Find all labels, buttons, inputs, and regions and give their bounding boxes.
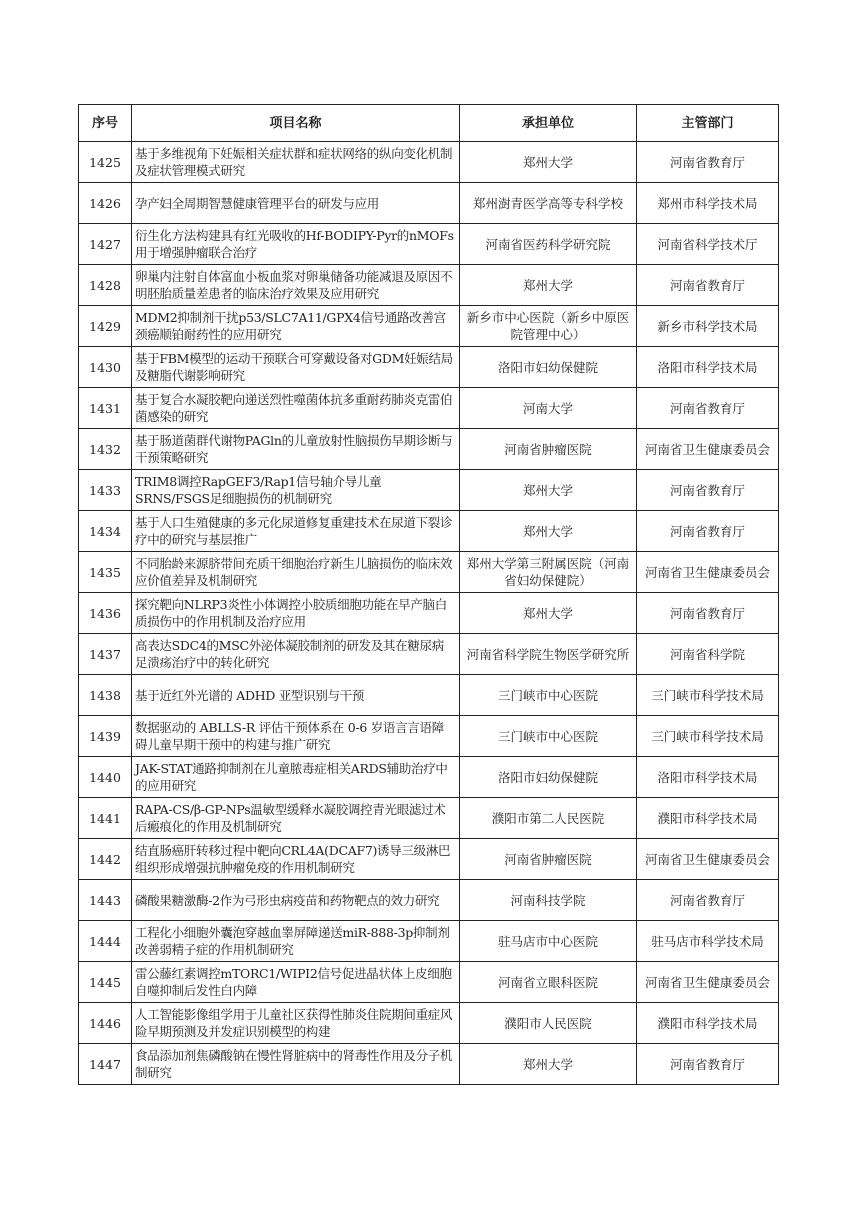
project-name: 基于复合水凝胶靶向递送烈性噬菌体抗多重耐药肺炎克雷伯菌感染的研究: [132, 388, 460, 429]
row-number: 1426: [79, 183, 132, 224]
row-number: 1441: [79, 798, 132, 839]
project-name: MDM2抑制剂干扰p53/SLC7A11/GPX4信号通路改善宫颈癌顺铂耐药性的应用研究: [132, 306, 460, 347]
table-row: [79, 347, 779, 388]
supervising-dept: 洛阳市科学技术局: [637, 347, 779, 388]
supervising-dept: 新乡市科学技术局: [637, 306, 779, 347]
undertaking-unit: 三门峡市中心医院: [460, 716, 637, 757]
supervising-dept: 河南省卫生健康委员会: [637, 839, 779, 880]
table-row: [79, 716, 779, 757]
table-row: [79, 839, 779, 880]
header-supervising-dept: 主管部门: [637, 105, 779, 142]
supervising-dept: 河南省卫生健康委员会: [637, 429, 779, 470]
row-number: 1445: [79, 962, 132, 1003]
undertaking-unit: 洛阳市妇幼保健院: [460, 757, 637, 798]
supervising-dept: 河南省教育厅: [637, 880, 779, 921]
project-name: 人工智能影像组学用于儿童社区获得性肺炎住院期间重症风险早期预测及并发症识别模型的构建: [132, 1003, 460, 1044]
row-number: 1430: [79, 347, 132, 388]
table-row: [79, 1003, 779, 1044]
row-number: 1428: [79, 265, 132, 306]
supervising-dept: 河南省教育厅: [637, 470, 779, 511]
table-row: [79, 142, 779, 183]
row-number: 1431: [79, 388, 132, 429]
row-number: 1427: [79, 224, 132, 265]
row-number: 1446: [79, 1003, 132, 1044]
supervising-dept: 河南省教育厅: [637, 511, 779, 552]
project-name: 食品添加剂焦磷酸钠在慢性肾脏病中的肾毒性作用及分子机制研究: [132, 1044, 460, 1085]
project-name: 孕产妇全周期智慧健康管理平台的研发与应用: [132, 183, 460, 224]
table-row: [79, 470, 779, 511]
table-row: [79, 675, 779, 716]
undertaking-unit: 河南省肿瘤医院: [460, 429, 637, 470]
supervising-dept: 河南省卫生健康委员会: [637, 962, 779, 1003]
supervising-dept: 河南省教育厅: [637, 388, 779, 429]
undertaking-unit: 郑州大学: [460, 265, 637, 306]
table-row: [79, 552, 779, 593]
table-row: [79, 921, 779, 962]
table-row: [79, 757, 779, 798]
supervising-dept: 河南省教育厅: [637, 142, 779, 183]
undertaking-unit: 郑州大学: [460, 511, 637, 552]
table-row: [79, 224, 779, 265]
undertaking-unit: 河南省科学院生物医学研究所: [460, 634, 637, 675]
supervising-dept: 河南省科学技术厅: [637, 224, 779, 265]
supervising-dept: 三门峡市科学技术局: [637, 675, 779, 716]
row-number: 1435: [79, 552, 132, 593]
supervising-dept: 三门峡市科学技术局: [637, 716, 779, 757]
undertaking-unit: 河南省肿瘤医院: [460, 839, 637, 880]
row-number: 1432: [79, 429, 132, 470]
undertaking-unit: 三门峡市中心医院: [460, 675, 637, 716]
supervising-dept: 河南省科学院: [637, 634, 779, 675]
supervising-dept: 河南省教育厅: [637, 593, 779, 634]
table-row: [79, 593, 779, 634]
row-number: 1425: [79, 142, 132, 183]
undertaking-unit: 河南大学: [460, 388, 637, 429]
table-row: [79, 880, 779, 921]
supervising-dept: 濮阳市科学技术局: [637, 798, 779, 839]
row-number: 1447: [79, 1044, 132, 1085]
project-name: RAPA-CS/β-GP-NPs温敏型缓释水凝胶调控青光眼滤过术后瘢痕化的作用及机制研究: [132, 798, 460, 839]
row-number: 1440: [79, 757, 132, 798]
table-header-row: [79, 105, 779, 142]
project-name: 数据驱动的 ABLLS-R 评估干预体系在 0-6 岁语言言语障碍儿童早期干预中的构建与推广研究: [132, 716, 460, 757]
project-name: 卵巢内注射自体富血小板血浆对卵巢储备功能减退及原因不明胚胎质量差患者的临床治疗效果及应用研究: [132, 265, 460, 306]
row-number: 1443: [79, 880, 132, 921]
project-name: 工程化小细胞外囊泡穿越血睾屏障递送miR-888-3p抑制剂改善弱精子症的作用机制研究: [132, 921, 460, 962]
project-name: 基于多维视角下妊娠相关症状群和症状网络的纵向变化机制及症状管理模式研究: [132, 142, 460, 183]
supervising-dept: 河南省教育厅: [637, 1044, 779, 1085]
undertaking-unit: 郑州大学: [460, 593, 637, 634]
row-number: 1429: [79, 306, 132, 347]
table-row: [79, 1044, 779, 1085]
table-row: [79, 388, 779, 429]
project-name: 雷公藤红素调控mTORC1/WIPI2信号促进晶状体上皮细胞自噬抑制后发性白内障: [132, 962, 460, 1003]
project-name: JAK-STAT通路抑制剂在儿童脓毒症相关ARDS辅助治疗中的应用研究: [132, 757, 460, 798]
undertaking-unit: 郑州大学第三附属医院（河南省妇幼保健院）: [460, 552, 637, 593]
project-name: 基于人口生殖健康的多元化尿道修复重建技术在尿道下裂诊疗中的研究与基层推广: [132, 511, 460, 552]
header-undertaking-unit: 承担单位: [460, 105, 637, 142]
row-number: 1434: [79, 511, 132, 552]
table-row: [79, 962, 779, 1003]
undertaking-unit: 郑州大学: [460, 1044, 637, 1085]
row-number: 1439: [79, 716, 132, 757]
supervising-dept: 濮阳市科学技术局: [637, 1003, 779, 1044]
project-name: 基于FBM模型的运动干预联合可穿戴设备对GDM妊娠结局及糖脂代谢影响研究: [132, 347, 460, 388]
header-number: 序号: [79, 105, 132, 142]
undertaking-unit: 濮阳市第二人民医院: [460, 798, 637, 839]
project-name: 结直肠癌肝转移过程中靶向CRL4A(DCAF7)诱导三级淋巴组织形成增强抗肿瘤免疫的作用机制研究: [132, 839, 460, 880]
project-name: 基于近红外光谱的 ADHD 亚型识别与干预: [132, 675, 460, 716]
header-project-name: 项目名称: [132, 105, 460, 142]
undertaking-unit: 河南省立眼科医院: [460, 962, 637, 1003]
row-number: 1437: [79, 634, 132, 675]
supervising-dept: 驻马店市科学技术局: [637, 921, 779, 962]
project-name: 衍生化方法构建具有红光吸收的Hf-BODIPY-Pyr的nMOFs用于增强肿瘤联合治疗: [132, 224, 460, 265]
table-row: [79, 511, 779, 552]
row-number: 1442: [79, 839, 132, 880]
supervising-dept: 河南省教育厅: [637, 265, 779, 306]
project-name: 探究靶向NLRP3炎性小体调控小胶质细胞功能在早产脑白质损伤中的作用机制及治疗应用: [132, 593, 460, 634]
project-name: TRIM8调控RapGEF3/Rap1信号轴介导儿童SRNS/FSGS足细胞损伤的机制研究: [132, 470, 460, 511]
table-row: [79, 429, 779, 470]
undertaking-unit: 河南省医药科学研究院: [460, 224, 637, 265]
project-name: 基于肠道菌群代谢物PAGln的儿童放射性脑损伤早期诊断与干预策略研究: [132, 429, 460, 470]
supervising-dept: 郑州市科学技术局: [637, 183, 779, 224]
undertaking-unit: 新乡市中心医院（新乡中原医院管理中心）: [460, 306, 637, 347]
project-name: 高表达SDC4的MSC外泌体凝胶制剂的研发及其在糖尿病足溃疡治疗中的转化研究: [132, 634, 460, 675]
supervising-dept: 河南省卫生健康委员会: [637, 552, 779, 593]
project-name: 磷酸果糖激酶-2作为弓形虫病疫苗和药物靶点的效力研究: [132, 880, 460, 921]
undertaking-unit: 濮阳市人民医院: [460, 1003, 637, 1044]
row-number: 1444: [79, 921, 132, 962]
project-table: [78, 104, 779, 1085]
undertaking-unit: 驻马店市中心医院: [460, 921, 637, 962]
table-row: [79, 183, 779, 224]
table-row: [79, 634, 779, 675]
table-row: [79, 798, 779, 839]
undertaking-unit: 河南科技学院: [460, 880, 637, 921]
undertaking-unit: 郑州大学: [460, 470, 637, 511]
undertaking-unit: 郑州大学: [460, 142, 637, 183]
undertaking-unit: 郑州澍青医学高等专科学校: [460, 183, 637, 224]
undertaking-unit: 洛阳市妇幼保健院: [460, 347, 637, 388]
table-row: [79, 306, 779, 347]
supervising-dept: 洛阳市科学技术局: [637, 757, 779, 798]
row-number: 1438: [79, 675, 132, 716]
row-number: 1436: [79, 593, 132, 634]
table-row: [79, 265, 779, 306]
project-name: 不同胎龄来源脐带间充质干细胞治疗新生儿脑损伤的临床效应价值差异及机制研究: [132, 552, 460, 593]
row-number: 1433: [79, 470, 132, 511]
